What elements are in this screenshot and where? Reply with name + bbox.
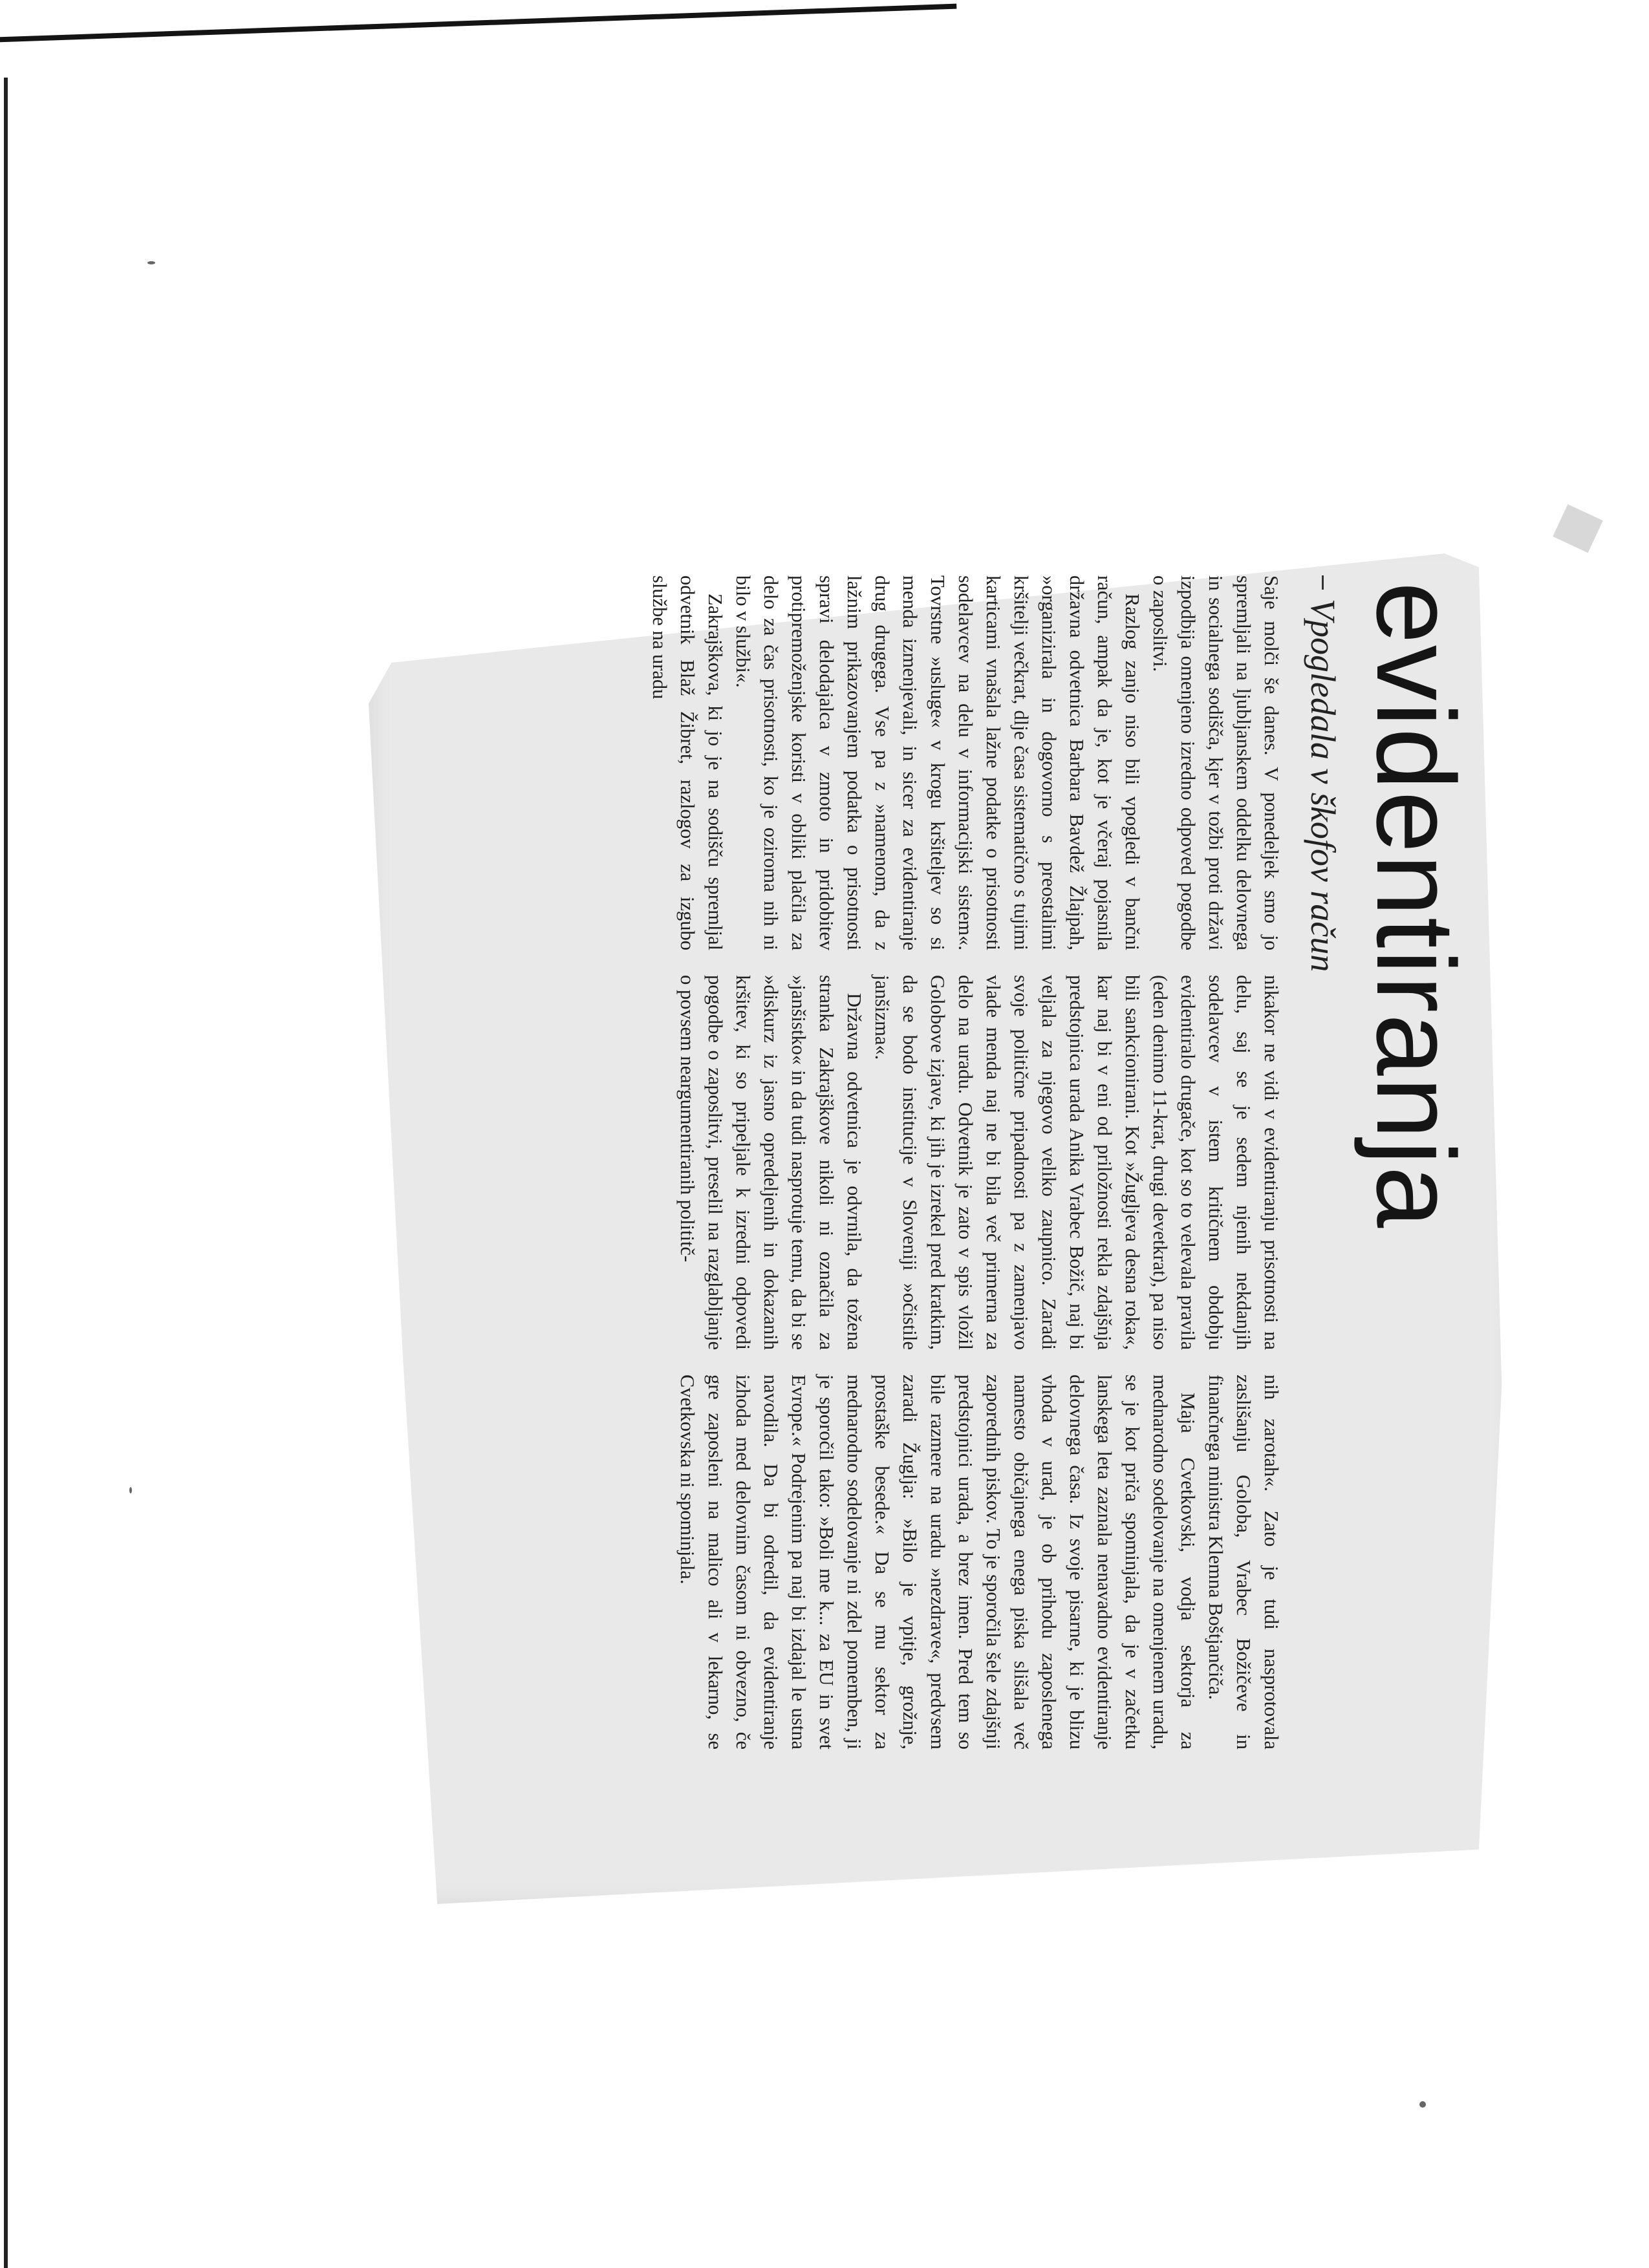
column-1: [645, 575, 1285, 950]
paragraph: Državna odvetnica je odvrnila, da tožena stranka Zakrajškove nikoli ni označila za »janšistko« in da tudi nasprotuje temu, da bi se »diskurz iz jasno opredeljenih in dokazanih kršitev, ki so pripeljale k izredni odpovedi pogodbe o zaposlitvi, preselil na razglabljanje o povsem neargumentiranih polititč-: [676, 975, 865, 1350]
headline: evidentiranja: [1353, 582, 1478, 1230]
paragraph: nikakor ne vidi v evidentiranju prisotnosti na delu, saj se je sedem njenih nekdanjih sodelavcev v istem kritičnem obdobju evidentiralo drugače, kot so to velevala pravila (eden denimo 11-krat, drugi devetkrat), pa niso bili sankcionirani. Kot »Žugljeva desna roka«, kar naj bi v eni od priložnosti rekla zdajšnja predstojnica urada Anika Vrabec Božič, naj bi veljala za njegovo veliko zaupnico. Zaradi svoje politične pripadnosti pa z zamenjavo vlade menda naj ne bi bila več primerna za delo na uradu. Odvetnik je zato v spis vložil Golobove izjave, ki jih je izrekel pred kratkim, da se bodo institucije v Sloveniji »očistile janšizma«.: [871, 975, 1282, 1350]
dust-speck: [129, 1487, 132, 1493]
scanner-edge-line: [0, 4, 956, 43]
column-2: [645, 975, 1285, 1350]
dust-speck: [147, 261, 155, 264]
scanner-left-edge: [4, 78, 8, 2268]
article: [372, 575, 1478, 1817]
subheadline: Vpogledala v škofov račun: [1304, 599, 1342, 972]
subheadline-row: [1303, 575, 1343, 1817]
dust-speck: [1419, 2101, 1426, 2108]
subheadline-rule: [1322, 575, 1324, 590]
paper-fragment: [1553, 504, 1603, 553]
article-columns: [645, 575, 1285, 1817]
paragraph: Maja Cvetkovski, vodja sektorja za mednarodno sodelovanje na omenjenem uradu, se je kot priča spominjala, da je v začetku lanskega leta zaznala nenavadno evidentiranje delovnega časa. Iz svoje pisarne, ki je blizu vhoda v urad, je ob prihodu zaposlenega namesto običajnega enega piska slišala več zaporednih piskov. To je sporočila šele zdajšnji predstojnici urada, a brez imen. Pred tem so bile razmere na uradu »nezdrave«, predvsem zaradi Žuglja: »Bilo je vpitje, grožnje, prostaške besede.« Da se mu sektor za mednarodno sodelovanje ni zdel pomemben, ji je sporočil tako: »Boli me k... za EU in svet Evrope.« Podrejenim pa naj bi izdajal le ustna navodila. Da bi odredil, da evidentiranje izhoda med delovnim časom ni obvezno, če gre zaposleni na malico ali v lekarno, se Cvetkovska ni spominjala.: [676, 1375, 1199, 1749]
paragraph: Razlog zanjo niso bili vpogledi v bančni račun, ampak da je, kot je včeraj pojasnila državna odvetnica Barbara Bavdež Žlajpah, »organizirala in dogovorno s preostalimi kršitelji večkrat, dlje časa sistematično s tujimi karticami vnašala lažne podatke o prisotnosti sodelavcev na delu v informacijski sistem«. Tovrstne »usluge« v krogu kršiteljev so si menda izmenjevali, in sicer za evidentiranje drug drugega. Vse pa z »namenom, da z lažnim prikazovanjem podatka o prisotnosti spravi delodajalca v zmoto in pridobitev protipremoženjske koristi v obliki plačila za delo za čas prisotnosti, ko je oziroma nih ni bilo v službi«.: [732, 575, 1143, 950]
column-3: [645, 1375, 1285, 1749]
paragraph: nih zarotah«. Zato je tudi nasprotovala zaslišanju Goloba, Vrabec Božičeve in finančnega ministra Klemna Boštjančiča.: [1205, 1375, 1282, 1749]
paragraph: Zakrajškova, ki jo je na sodišču spremljal odvetnik Blaž Žibret, razlogov za izgubo službe na uradu: [649, 575, 726, 950]
paragraph: Saje molči še danes. V ponedeljek smo jo spremljali na ljubljanskem oddelku delovnega in socialnega sodišča, kjer v tožbi proti državi izpodbija omenjeno izredno odpoved pogodbe o zaposlitvi.: [1149, 575, 1282, 950]
